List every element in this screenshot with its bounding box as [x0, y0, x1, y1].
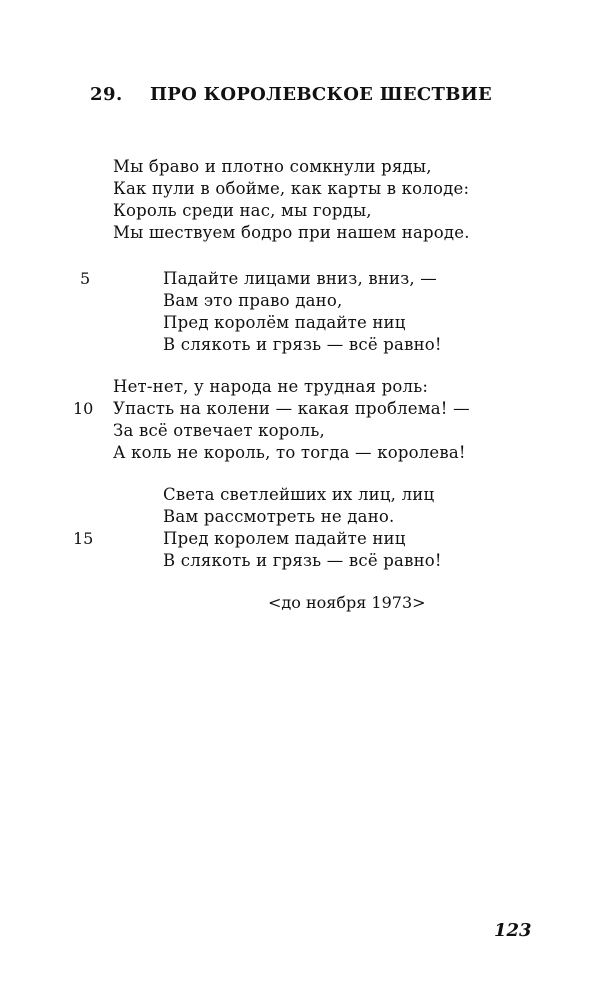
- line-number: 15: [73, 529, 94, 548]
- poem-line: Пред королём падайте ниц: [163, 313, 406, 332]
- page-number: 123: [494, 920, 532, 941]
- poem-line: Вам рассмотреть не дано.: [163, 507, 395, 526]
- poem-line: За всё отвечает король,: [113, 421, 325, 440]
- poem-line: Пред королем падайте ниц: [163, 529, 406, 548]
- date-note: <до ноября 1973>: [268, 593, 426, 612]
- poem-line: В слякоть и грязь — всё равно!: [163, 335, 442, 354]
- poem-line: Мы шествуем бодро при нашем народе.: [113, 223, 470, 242]
- poem-line: Вам это право дано,: [163, 291, 343, 310]
- poem-line: Падайте лицами вниз, вниз, —: [163, 269, 438, 288]
- poem-line: Как пули в обойме, как карты в колоде:: [113, 179, 470, 198]
- poem-title: ПРО КОРОЛЕВСКОЕ ШЕСТВИЕ: [150, 84, 493, 105]
- poem-line: А коль не король, то тогда — королева!: [113, 443, 466, 462]
- poem-line: Нет-нет, у народа не трудная роль:: [113, 377, 429, 396]
- line-number: 5: [80, 269, 91, 288]
- line-number: 10: [73, 399, 94, 418]
- poem-line: В слякоть и грязь — всё равно!: [163, 551, 442, 570]
- poem-line: Король среди нас, мы горды,: [113, 201, 372, 220]
- poem-number: 29.: [90, 84, 123, 105]
- poem-line: Упасть на колени — какая проблема! —: [113, 399, 470, 418]
- poem-line: Света светлейших их лиц, лиц: [163, 485, 435, 504]
- poem-line: Мы браво и плотно сомкнули ряды,: [113, 157, 432, 176]
